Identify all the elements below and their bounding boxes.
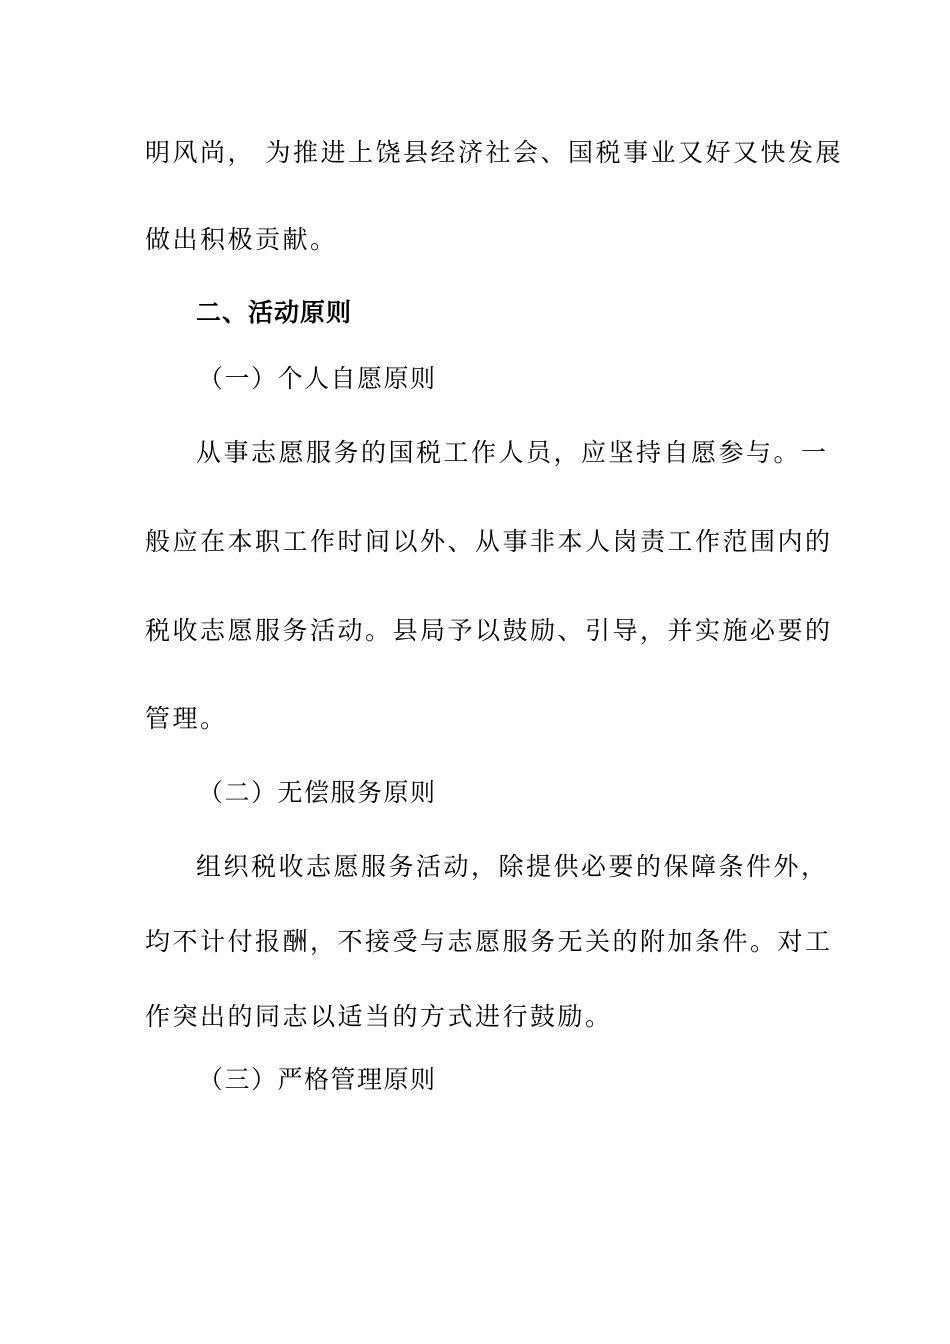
body-line-5: 税收志愿服务活动。县局予以鼓励、引导，并实施必要的 <box>145 616 833 645</box>
body-line-7: 组织税收志愿服务活动，除提供必要的保障条件外， <box>196 852 829 881</box>
section-heading: 二、活动原则 <box>196 298 353 327</box>
subheading-3: （三）严格管理原则 <box>198 1065 437 1094</box>
body-line-8: 均不计付报酬，不接受与志愿服务无关的附加条件。对工 <box>145 927 833 956</box>
body-line-9: 作突出的同志以适当的方式进行鼓励。 <box>145 1002 613 1031</box>
body-line-1: 明风尚， 为推进上饶县经济社会、国税事业又好又快发展 <box>145 138 843 167</box>
body-line-4: 般应在本职工作时间以外、从事非本人岗责工作范围内的 <box>145 527 833 556</box>
subheading-1: （一）个人自愿原则 <box>198 364 437 393</box>
subheading-2: （二）无偿服务原则 <box>198 778 437 807</box>
body-line-6: 管理。 <box>145 704 228 733</box>
body-line-2: 做出积极贡献。 <box>145 225 338 254</box>
body-line-3: 从事志愿服务的国税工作人员，应坚持自愿参与。一 <box>196 438 829 467</box>
